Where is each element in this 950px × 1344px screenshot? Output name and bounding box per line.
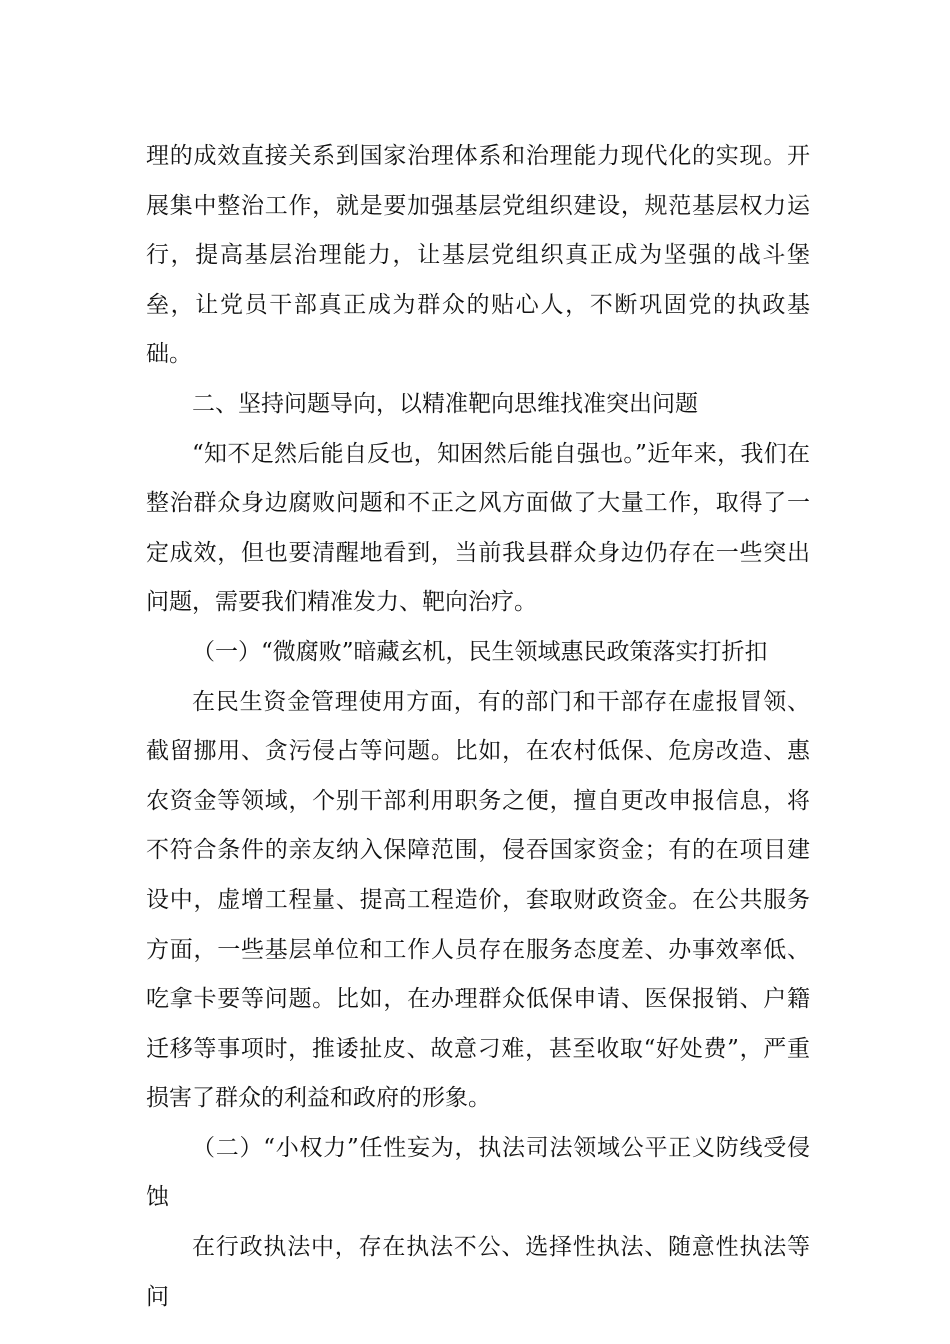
paragraph-quote-intro: “知不足然后能自反也，知困然后能自强也。”近年来，我们在整治群众身边腐败问题和不正之风方面做了大量工作，取得了一定成效，但也要清醒地看到，当前我县群众身边仍存在一些突出问题，需要我们精准发力、靶向治疗。	[146, 440, 810, 616]
subsection-heading-2: （二）“小权力”任性妄为，执法司法领域公平正义防线受侵蚀	[146, 1134, 810, 1211]
section-heading-2: 二、坚持问题导向，以精准靶向思维找准突出问题	[192, 390, 698, 417]
subsection-heading-1: （一）“微腐败”暗藏玄机，民生领域惠民政策落实打折扣	[192, 638, 768, 665]
paragraph-continuation: 理的成效直接关系到国家治理体系和治理能力现代化的实现。开展集中整治工作，就是要加强基层党组织建设，规范基层权力运行，提高基层治理能力，让基层党组织真正成为坚强的战斗堡垒，让党员干部真正成为群众的贴心人，不断巩固党的执政基础。	[146, 143, 810, 368]
document-body	[146, 132, 810, 1322]
paragraph-livelihood-funds: 在民生资金管理使用方面，有的部门和干部存在虚报冒领、截留挪用、贪污侵占等问题。比如，在农村低保、危房改造、惠农资金等领域，个别干部利用职务之便，擅自更改申报信息，将不符合条件的亲友纳入保障范围，侵吞国家资金；有的在项目建设中，虚增工程量、提高工程造价，套取财政资金。在公共服务方面，一些基层单位和工作人员存在服务态度差、办事效率低、吃拿卡要等问题。比如，在办理群众低保申请、医保报销、户籍迁移等事项时，推诿扯皮、故意刁难，甚至收取“好处费”，严重损害了群众的利益和政府的形象。	[146, 688, 810, 1112]
paragraph-law-enforcement: 在行政执法中，存在执法不公、选择性执法、随意性执法等问	[146, 1234, 810, 1310]
